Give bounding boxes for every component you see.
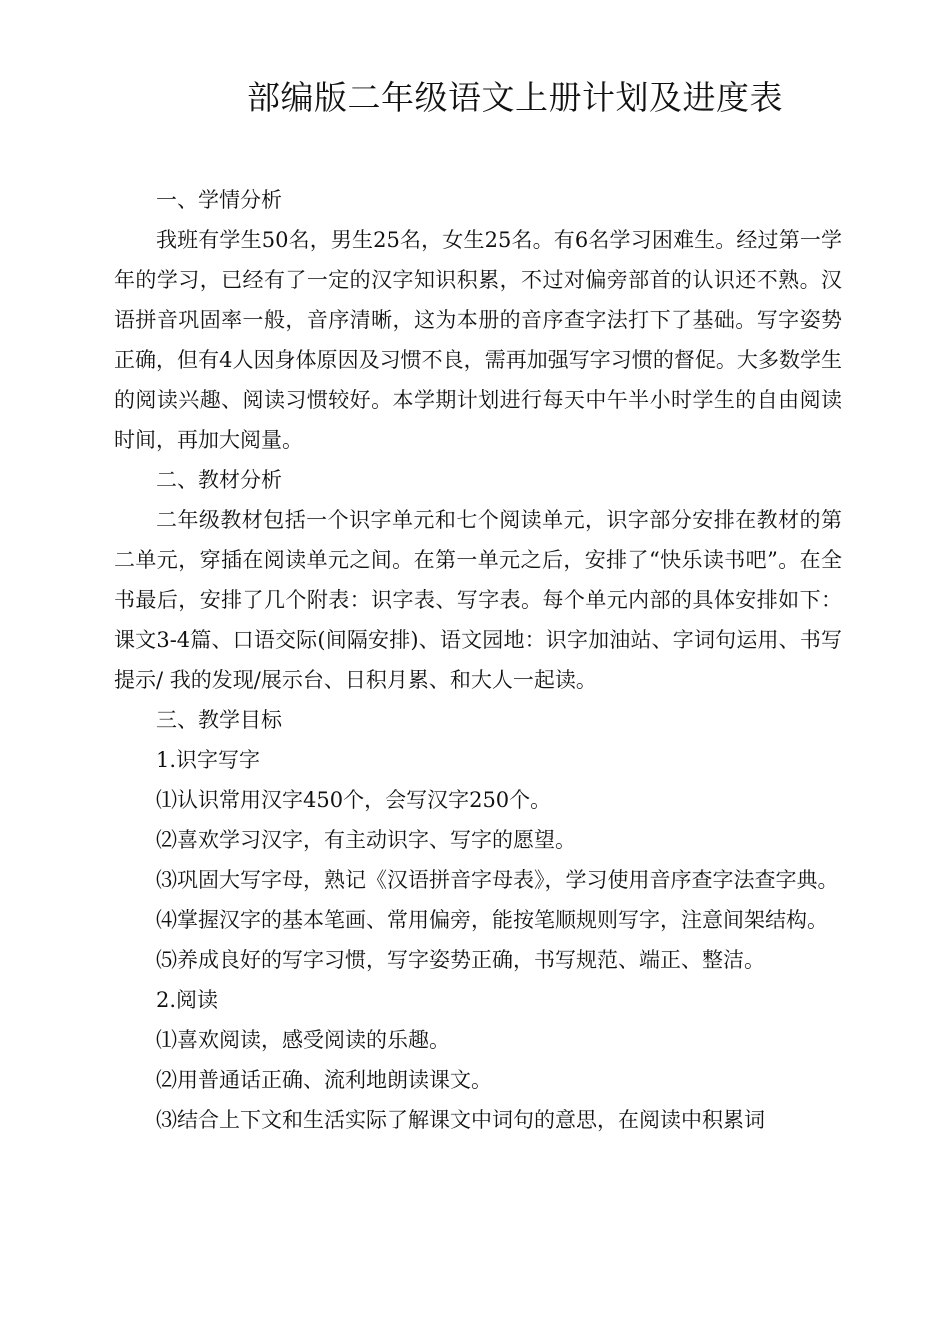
heading-learning-analysis: 一、学情分析 (156, 188, 282, 212)
goal-item-4: ⑷掌握汉字的基本笔画、常用偏旁，能按笔顺规则写字，注意间架结构。 (156, 908, 828, 932)
paragraph-textbook-analysis: 二年级教材包括一个识字单元和七个阅读单元，识字部分安排在教材的第二单元，穿插在阅读单元之间。在第一单元之后，安排了“快乐读书吧”。在全书最后，安排了几个附表：识字表、写字表。每个单元内部的具体安排如下：课文3-4篇、口语交际(间隔安排)、语文园地：识字加油站、字词句运用、书写提示/ 我的发现/展示台、日积月累、和大人一起读。 (114, 508, 842, 692)
goal-item-1: ⑴认识常用汉字450个，会写汉字250个。 (156, 788, 552, 812)
subheading-literacy-writing: 1.识字写字 (156, 748, 261, 772)
goal-item-2: ⑵喜欢学习汉字，有主动识字、写字的愿望。 (156, 828, 576, 852)
paragraph-learning-analysis: 我班有学生50名，男生25名，女生25名。有6名学习困难生。经过第一学年的学习，已经有了一定的汉字知识积累，不过对偏旁部首的认识还不熟。汉语拼音巩固率一般，音序清晰，这为本册的音序查字法打下了基础。写字姿势正确，但有4人因身体原因及习惯不良，需再加强写字习惯的督促。大多数学生的阅读兴趣、阅读习惯较好。本学期计划进行每天中午半小时学生的自由阅读时间，再加大阅量。 (114, 228, 842, 452)
subheading-reading: 2.阅读 (156, 988, 219, 1012)
reading-item-3: ⑶结合上下文和生活实际了解课文中词句的意思，在阅读中积累词 (156, 1108, 765, 1132)
document-title: 部编版二年级语文上册计划及进度表 (247, 78, 783, 117)
goal-item-3: ⑶巩固大写字母，熟记《汉语拼音字母表》，学习使用音序查字法查字典。 (156, 868, 839, 892)
heading-textbook-analysis: 二、教材分析 (156, 468, 282, 492)
document-body (114, 180, 842, 1140)
goal-item-5: ⑸养成良好的写字习惯，写字姿势正确，书写规范、端正、整洁。 (156, 948, 765, 972)
reading-item-1: ⑴喜欢阅读，感受阅读的乐趣。 (156, 1028, 450, 1052)
reading-item-2: ⑵用普通话正确、流利地朗读课文。 (156, 1068, 492, 1092)
heading-teaching-goals: 三、教学目标 (156, 708, 282, 732)
